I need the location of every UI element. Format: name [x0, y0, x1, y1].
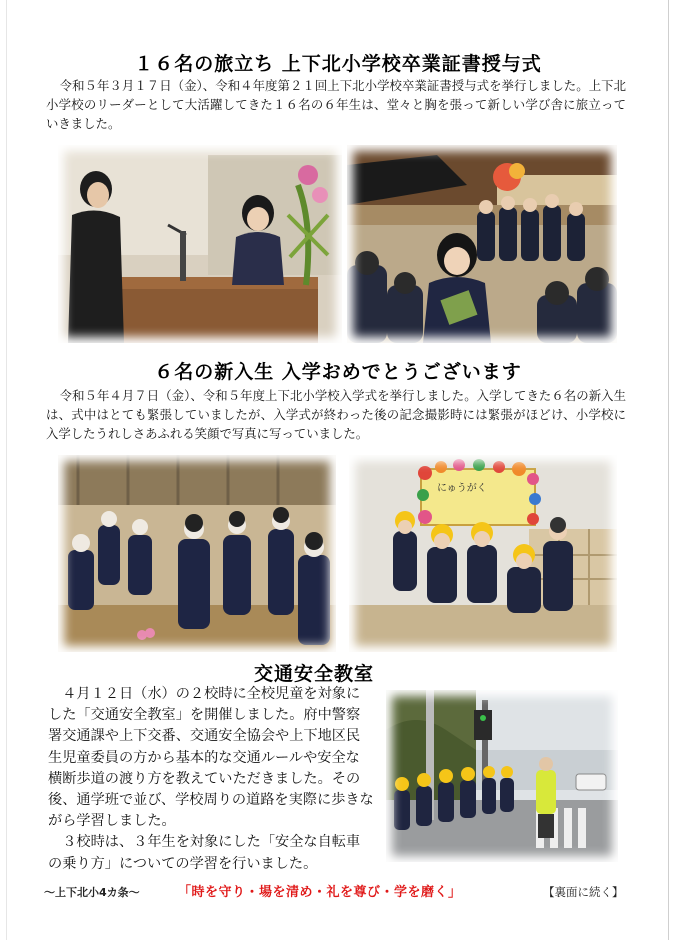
new-students-photo [349, 455, 617, 652]
entrance-headline: ６名の新入生 入学おめでとうございます [154, 361, 522, 383]
diploma-ceremony-photo [58, 145, 342, 343]
footer-school-motto: 「時を守り・場を清め・礼を尊び・学を磨く」 [178, 885, 462, 900]
page-border-left [6, 0, 7, 940]
traffic-safety-headline: 交通安全教室 [253, 663, 374, 685]
traffic-safety-paragraph-2: ３校時は、３年生を対象にした「安全な自転車の乗り方」についての学習を行いました。 [48, 834, 361, 872]
traffic-safety-paragraph-1: ４月１２日（水）の２校時に全校児童を対象にした「交通安全教室」を開催しました。府中警察署交通課や上下交番、交通安全協会や上下地区民生児童委員の方から基本的な交通ルールや安全な横断歩道の渡り方を教えていただきました。その後、通学班で並び、学校周りの道路を実際に歩きながら学習しました。 [48, 686, 374, 830]
graduates-photo [347, 145, 617, 343]
footer-continued-note: 【裏面に続く】 [543, 885, 624, 899]
bulletin-board-text: にゅうがく [437, 483, 487, 494]
entrance-ceremony-photo [58, 455, 336, 652]
traffic-safety-photo [386, 690, 618, 862]
traffic-safety-text [48, 684, 374, 875]
page-border-right [668, 0, 669, 940]
entrance-paragraph: 令和５年４月７日（金）、令和５年度上下北小学校入学式を挙行しました。入学してきた６名の新入生は、式中はとても緊張していましたが、入学式が終わった後の記念撮影時には緊張がほどけ、小学校に入学したうれしさあふれる笑顔で写真に写っていました。 [46, 388, 626, 441]
graduation-paragraph: 令和５年３月１７日（金）、令和４年度第２１回上下北小学校卒業証書授与式を挙行しました。上下北小学校のリーダーとして大活躍してきた１６名の６年生は、堂々と胸を張って新しい学び舎に旅立っていきました。 [46, 78, 626, 131]
footer-school-rules-label: ～上下北小4カ条～ [44, 886, 140, 899]
graduation-headline: １６名の旅立ち 上下北小学校卒業証書授与式 [134, 53, 542, 75]
